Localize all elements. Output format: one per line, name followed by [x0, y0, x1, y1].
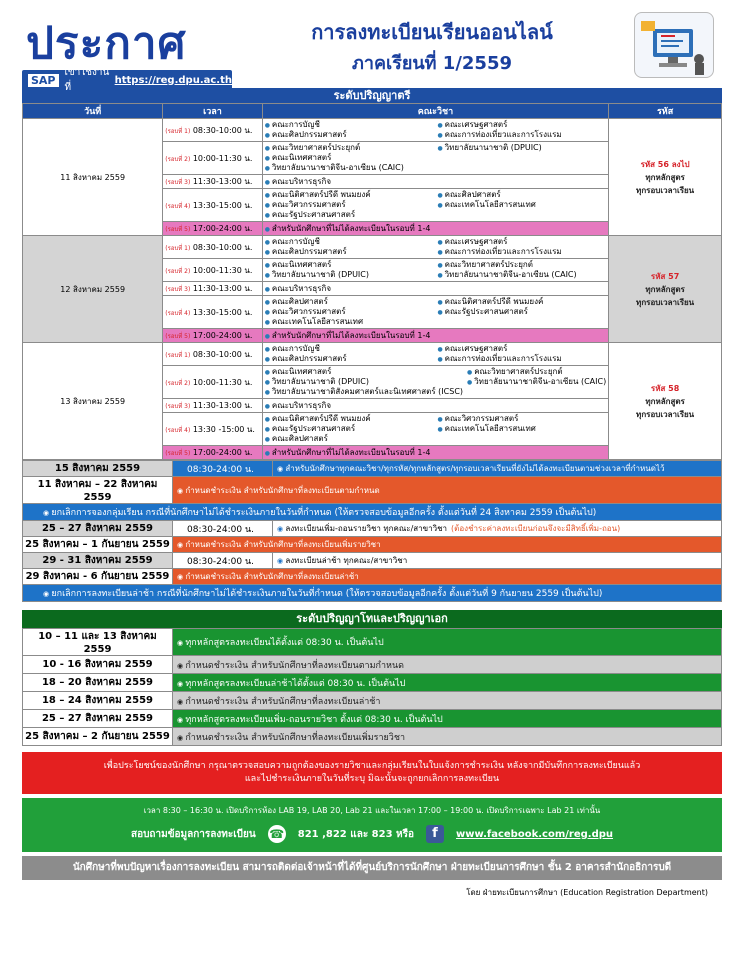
faculty-item: ● คณะศิลปกรรมศาสตร์ [265, 354, 434, 364]
round-faculties [262, 413, 609, 446]
grad-description [173, 674, 722, 692]
grad-description [173, 710, 722, 728]
faculty-item: ● คณะเทคโนโลยีสารสนเทศ [265, 317, 434, 327]
faculty-item: ● วิทยาลัยนานาชาติจีน-อาเซียน (CAIC) [437, 270, 606, 280]
event-row [23, 521, 722, 537]
issuer-footer: โดย ฝ่ายทะเบียนการศึกษา (Education Registration Department) [466, 888, 708, 897]
faculty-item: ● คณะวิศวกรรมศาสตร์ [265, 200, 434, 210]
code-line: ทุกรอบเวลาเรียน [636, 409, 695, 419]
student-code-group [609, 236, 722, 343]
grad-date: 10 – 11 และ 13 สิงหาคม 2559 [23, 629, 173, 656]
faculty-item: ● คณะเศรษฐศาสตร์ [437, 120, 606, 130]
cancellation-notice [23, 504, 722, 521]
event-note: (ต้องชำระค่าลงทะเบียนก่อนจึงจะมีสิทธิ์เพิ่ม-ถอน) [451, 524, 621, 533]
round-faculties [262, 399, 609, 413]
round-time-text: 11:30-13:00 น. [192, 401, 253, 410]
phone-numbers: 821 ,822 และ 823 หรือ [297, 828, 414, 840]
grad-text: กำหนดชำระเงิน สำหรับนักศึกษาที่ลงทะเบียนตามกำหนด [185, 660, 404, 671]
day-date: 12 สิงหาคม 2559 [23, 236, 163, 343]
contact-box [22, 798, 722, 852]
event-date: 25 สิงหาคม – 1 กันยายน 2559 [23, 537, 173, 553]
grad-row [23, 710, 722, 728]
faculty-item: ● วิทยาลัยนานาชาติจีน-อาเซียน (CAIC) [467, 377, 606, 387]
faculty-item: ● คณะวิศวกรรมศาสตร์ [437, 414, 606, 424]
code-line: ทุกรอบเวลาเรียน [636, 185, 695, 195]
round-time-text: 13:30-15:00 น. [192, 200, 253, 210]
day-date: 13 สิงหาคม 2559 [23, 343, 163, 460]
round-faculties [262, 366, 609, 399]
notice-text: ยกเลิกการลงทะเบียนล่าช้า กรณีที่นักศึกษาไม่ได้ชำระเงินภายในวันที่กำหนด (ให้ตรวจสอบข้อมูลอีกครั้ง ตั้งแต่วันที่ 9 กันยายน 2559 เป็นต้นไป) [51, 589, 603, 599]
round-time-text: 08:30-10:00 น. [192, 349, 253, 359]
round-label: (รอบที่ 4) [165, 202, 191, 210]
grad-date: 10 - 16 สิงหาคม 2559 [23, 656, 173, 674]
graduate-section-bar: ระดับปริญญาโทและปริญญาเอก [22, 610, 722, 628]
event-description [273, 521, 722, 537]
faculty-item: ● คณะบริหารธุรกิจ [265, 284, 607, 294]
faculty-item: ● คณะนิติศาสตร์ปรีดี พนมยงค์ [437, 297, 606, 307]
grad-date: 18 – 24 สิงหาคม 2559 [23, 692, 173, 710]
round-label: (รอบที่ 2) [165, 267, 191, 275]
event-row [23, 477, 722, 504]
grad-date: 25 – 27 สิงหาคม 2559 [23, 710, 173, 728]
round-faculties [262, 119, 609, 142]
event-date: 29 สิงหาคม - 6 กันยายน 2559 [23, 569, 173, 585]
grad-row [23, 692, 722, 710]
grad-date: 25 สิงหาคม – 2 กันยายน 2559 [23, 728, 173, 746]
inquiry-label: สอบถามข้อมูลการลงทะเบียน [130, 828, 256, 840]
round-time [163, 413, 262, 446]
lab-hours: เวลา 8:30 – 16:30 น. เปิดบริการห้อง LAB 19, LAB 20, Lab 21 และในเวลา 17:00 – 19:00 น. เปิดบริการเฉพาะ Lab 21 เท่านั้น [143, 806, 601, 815]
round-time-text: 10:00-11:30 น. [192, 153, 253, 163]
round-time-text: 08:30-10:00 น. [192, 242, 253, 252]
grad-row [23, 629, 722, 656]
payment-notice [22, 752, 722, 794]
faculty-item: ● คณะการบัญชี [265, 237, 434, 247]
event-date: 29 - 31 สิงหาคม 2559 [23, 553, 173, 569]
events-table [22, 460, 722, 602]
round-time-text: 10:00-11:30 น. [192, 265, 253, 275]
faculty-item: ● วิทยาลัยนานาชาติสังคมศาสตร์และนิเทศศาสตร์ (ICSC) [265, 387, 463, 397]
faculty-item: ● คณะศิลปศาสตร์ [265, 297, 434, 307]
event-row [23, 461, 722, 477]
round-time [163, 189, 262, 222]
cancellation-notice [23, 585, 722, 602]
code-line: รหัส 57 [650, 271, 680, 281]
faculty-item: ● คณะเทคโนโลยีสารสนเทศ [437, 424, 606, 434]
grad-description [173, 728, 722, 746]
round-label: (รอบที่ 4) [165, 426, 191, 434]
notice-text: ยกเลิกการจองกลุ่มเรียน กรณีที่นักศึกษาไม่ได้ชำระเงินภายในวันที่กำหนด (ให้ตรวจสอบข้อมูลอีกครั้ง ตั้งแต่วันที่ 24 สิงหาคม 2559 เป็นต้นไป) [51, 508, 597, 518]
event-description [173, 569, 722, 585]
faculty-item: ● สำหรับนักศึกษาที่ไม่ได้ลงทะเบียนในรอบที่ 1-4 [265, 224, 607, 234]
round-time [163, 282, 262, 296]
round-faculties [262, 222, 609, 236]
round-faculties [262, 259, 609, 282]
round-label: (รอบที่ 2) [165, 379, 191, 387]
faculty-item: ● คณะบริหารธุรกิจ [265, 177, 607, 187]
event-row [23, 569, 722, 585]
registration-url-link[interactable]: https://reg.dpu.ac.th [114, 74, 232, 86]
event-description [273, 461, 722, 477]
page-title: การลงทะเบียนเรียนออนไลน์ [311, 20, 553, 44]
faculty-item: ● คณะเศรษฐศาสตร์ [437, 344, 606, 354]
event-row [23, 537, 722, 553]
round-time-text: 17:00-24:00 น. [192, 224, 253, 233]
round-faculties [262, 446, 609, 460]
faculty-item: ● คณะวิทยาศาสตร์ประยุกต์ [467, 367, 606, 377]
event-date: 15 สิงหาคม 2559 [23, 461, 173, 477]
round-row [23, 343, 722, 366]
round-time-text: 17:00-24:00 น. [192, 331, 253, 340]
round-time-text: 17:00-24:00 น. [192, 448, 253, 457]
day-date: 11 สิงหาคม 2559 [23, 119, 163, 236]
faculty-item: ● คณะนิเทศศาสตร์ [265, 367, 463, 377]
code-line: รหัส 56 ลงไป [640, 159, 690, 169]
round-time [163, 399, 262, 413]
round-time-text: 13:30-15:00 น. [192, 307, 253, 317]
col-faculty: คณะวิชา [262, 104, 609, 119]
round-label: (รอบที่ 5) [165, 450, 191, 457]
access-label: เข้าใช้งานที่ [64, 67, 110, 93]
grad-date: 18 – 20 สิงหาคม 2559 [23, 674, 173, 692]
faculty-item: ● คณะวิทยาศาสตร์ประยุกต์ [265, 143, 434, 153]
round-label: (รอบที่ 1) [165, 244, 191, 252]
faculty-item: ● คณะบริหารธุรกิจ [265, 401, 607, 411]
event-text: ลงทะเบียนล่าช้า ทุกคณะ/สาขาวิชา [285, 556, 408, 565]
faculty-item: ● วิทยาลัยนานาชาติจีน-อาเซียน (CAIC) [265, 163, 434, 173]
round-time [163, 175, 262, 189]
event-text: กำหนดชำระเงิน สำหรับนักศึกษาที่ลงทะเบียนล่าช้า [185, 572, 359, 581]
grad-description [173, 656, 722, 674]
grad-text: ทุกหลักสูตรลงทะเบียนเพิ่ม-ถอนรายวิชา ตั้งแต่ 08:30 น. เป็นต้นไป [185, 714, 443, 725]
round-label: (รอบที่ 3) [165, 179, 191, 186]
round-time-text: 11:30-13:00 น. [192, 284, 253, 293]
round-faculties [262, 142, 609, 175]
faculty-item: ● คณะนิติศาสตร์ปรีดี พนมยงค์ [265, 190, 434, 200]
round-time [163, 259, 262, 282]
faculty-item: ● คณะเทคโนโลยีสารสนเทศ [437, 200, 606, 210]
faculty-item: ● คณะศิลปศาสตร์ [437, 190, 606, 200]
round-time [163, 366, 262, 399]
computer-illustration-icon [634, 12, 714, 78]
event-row [23, 585, 722, 602]
event-date: 11 สิงหาคม – 22 สิงหาคม 2559 [23, 477, 173, 504]
faculty-item: ● สำหรับนักศึกษาที่ไม่ได้ลงทะเบียนในรอบที่ 1-4 [265, 448, 607, 458]
grad-description [173, 692, 722, 710]
round-faculties [262, 343, 609, 366]
round-label: (รอบที่ 5) [165, 226, 191, 233]
round-faculties [262, 282, 609, 296]
round-time [163, 446, 262, 460]
payment-notice-line-2: และไปชำระเงินภายในวันที่ระบุ มิฉะนั้นจะถูกยกเลิกการลงทะเบียน [244, 774, 500, 784]
event-row [23, 504, 722, 521]
faculty-item: ● คณะรัฐประศาสนศาสตร์ [437, 307, 606, 317]
round-time [163, 343, 262, 366]
faculty-item: ● สำหรับนักศึกษาที่ไม่ได้ลงทะเบียนในรอบที่ 1-4 [265, 331, 607, 341]
round-label: (รอบที่ 2) [165, 155, 191, 163]
access-banner [22, 67, 232, 93]
event-text: กำหนดชำระเงิน สำหรับนักศึกษาที่ลงทะเบียนเพิ่มรายวิชา [185, 540, 381, 549]
student-code-group [609, 343, 722, 460]
event-text: ลงทะเบียนเพิ่ม-ถอนรายวิชา ทุกคณะ/สาขาวิชา [285, 524, 448, 533]
faculty-item: ● คณะนิเทศศาสตร์ [265, 153, 434, 163]
round-time-text: 13:30 -15:00 น. [192, 424, 255, 434]
event-time: 08:30-24:00 น. [173, 461, 273, 477]
faculty-item: ● คณะวิทยาศาสตร์ประยุกต์ [437, 260, 606, 270]
round-label: (รอบที่ 3) [165, 403, 191, 410]
bachelor-section-bar: ระดับปริญญาตรี [22, 88, 722, 103]
round-row [23, 236, 722, 259]
round-time [163, 236, 262, 259]
event-date: 25 – 27 สิงหาคม 2559 [23, 521, 173, 537]
faculty-item: ● คณะการท่องเที่ยวและการโรงแรม [437, 130, 606, 140]
round-time [163, 296, 262, 329]
round-label: (รอบที่ 3) [165, 286, 191, 293]
event-text: สำหรับนักศึกษาทุกคณะวิชา/ทุกรหัส/ทุกหลักสูตร/ทุกรอบเวลาเรียนที่ยังไม่ได้ลงทะเบียนตามช่วงเวลาที่กำหนดไว้ [285, 464, 665, 473]
round-time-text: 11:30-13:00 น. [192, 177, 253, 186]
payment-notice-line-1: เพื่อประโยชน์ของนักศึกษา กรุณาตรวจสอบความถูกต้องของรายวิชาและกลุ่มเรียนในใบแจ้งการชำระเงิน หลังจากมีบันทึกการลงทะเบียนแล้ว [103, 761, 641, 771]
faculty-item: ● คณะรัฐประศาสนศาสตร์ [265, 424, 434, 434]
code-line: ทุกหลักสูตร [645, 172, 685, 182]
round-faculties [262, 175, 609, 189]
round-label: (รอบที่ 1) [165, 127, 191, 135]
faculty-item: ● คณะรัฐประศาสนศาสตร์ [265, 210, 434, 220]
round-faculties [262, 296, 609, 329]
semester-subtitle: ภาคเรียนที่ 1/2559 [351, 53, 512, 74]
faculty-item: ● คณะการท่องเที่ยวและการโรงแรม [437, 354, 606, 364]
code-line: ทุกรอบเวลาเรียน [636, 297, 695, 307]
student-code-group [609, 119, 722, 236]
header [22, 6, 722, 93]
code-line: ทุกหลักสูตร [645, 396, 685, 406]
round-label: (รอบที่ 1) [165, 351, 191, 359]
faculty-item: ● คณะเศรษฐศาสตร์ [437, 237, 606, 247]
faculty-item: ● คณะศิลปศาสตร์ [265, 434, 434, 444]
grad-row [23, 674, 722, 692]
round-time-text: 10:00-11:30 น. [192, 377, 253, 387]
round-time [163, 142, 262, 175]
graduate-schedule-table [22, 628, 722, 746]
faculty-item: ● คณะนิติศาสตร์ปรีดี พนมยงค์ [265, 414, 434, 424]
round-label: (รอบที่ 4) [165, 309, 191, 317]
round-time [163, 329, 262, 343]
faculty-item: ● คณะการบัญชี [265, 120, 434, 130]
round-faculties [262, 236, 609, 259]
faculty-item: ● คณะการบัญชี [265, 344, 434, 354]
round-time [163, 222, 262, 236]
faculty-item: ● คณะศิลปกรรมศาสตร์ [265, 247, 434, 257]
faculty-item: ● วิทยาลัยนานาชาติ (DPUIC) [437, 143, 606, 153]
faculty-item: ● คณะการท่องเที่ยวและการโรงแรม [437, 247, 606, 257]
facebook-link[interactable]: www.facebook.com/reg.dpu [456, 828, 614, 840]
event-description [173, 537, 722, 553]
event-text: กำหนดชำระเงิน สำหรับนักศึกษาที่ลงทะเบียนตามกำหนด [185, 485, 380, 495]
event-row [23, 553, 722, 569]
round-faculties [262, 189, 609, 222]
grad-description [173, 629, 722, 656]
code-line: ทุกหลักสูตร [645, 284, 685, 294]
grad-row [23, 656, 722, 674]
bachelor-schedule-table [22, 103, 722, 460]
event-description [273, 553, 722, 569]
event-description [173, 477, 722, 504]
phone-icon: ☎ [269, 827, 285, 841]
grad-row [23, 728, 722, 746]
contact-office-notice: นักศึกษาที่พบปัญหาเรื่องการลงทะเบียน สามารถติดต่อเจ้าหน้าที่ได้ที่ศูนย์บริการนักศึกษา ฝ่ายทะเบียนการศึกษา ชั้น 2 อาคารสำนักอธิการบดี [22, 856, 722, 880]
faculty-item: ● คณะนิเทศศาสตร์ [265, 260, 434, 270]
faculty-item: ● วิทยาลัยนานาชาติ (DPUIC) [265, 270, 434, 280]
grad-text: กำหนดชำระเงิน สำหรับนักศึกษาที่ลงทะเบียนล่าช้า [185, 696, 381, 707]
col-code: รหัส [609, 104, 722, 119]
event-time: 08:30-24:00 น. [173, 521, 273, 537]
grad-text: ทุกหลักสูตรลงทะเบียนได้ตั้งแต่ 08:30 น. เป็นต้นไป [185, 638, 384, 648]
grad-text: ทุกหลักสูตรลงทะเบียนล่าช้าได้ตั้งแต่ 08:30 น. เป็นต้นไป [185, 678, 406, 689]
faculty-item: ● คณะศิลปกรรมศาสตร์ [265, 130, 434, 140]
round-time [163, 119, 262, 142]
sap-logo: SAP [28, 74, 59, 87]
faculty-item: ● คณะวิศวกรรมศาสตร์ [265, 307, 434, 317]
facebook-icon[interactable]: f [426, 825, 444, 843]
col-date: วันที่ [23, 104, 163, 119]
announcement-heading: ประกาศ [26, 18, 187, 69]
round-time-text: 08:30-10:00 น. [192, 125, 253, 135]
round-faculties [262, 329, 609, 343]
faculty-item: ● วิทยาลัยนานาชาติ (DPUIC) [265, 377, 463, 387]
round-row [23, 119, 722, 142]
code-line: รหัส 58 [650, 383, 680, 393]
col-time: เวลา [163, 104, 262, 119]
grad-text: กำหนดชำระเงิน สำหรับนักศึกษาที่ลงทะเบียนเพิ่มรายวิชา [185, 732, 406, 743]
event-time: 08:30-24:00 น. [173, 553, 273, 569]
round-label: (รอบที่ 5) [165, 333, 191, 340]
